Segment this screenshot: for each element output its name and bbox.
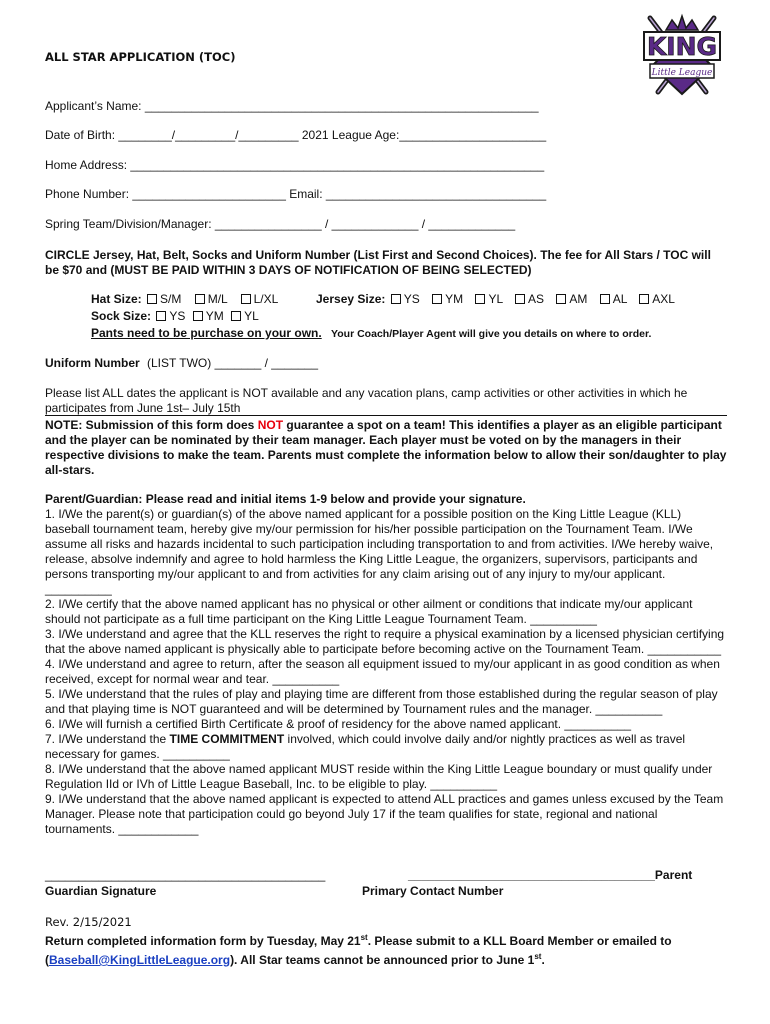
checkbox[interactable] (639, 294, 649, 304)
phone-email-field[interactable]: Phone Number: _______________________ Email: _________________________________ (45, 187, 547, 201)
checkbox[interactable] (156, 311, 166, 321)
jersey-option: YL (488, 292, 503, 306)
team-division-manager-field[interactable]: Spring Team/Division/Manager: ________________ / _____________ / _____________ (45, 217, 516, 231)
hat-option: M/L (207, 292, 228, 306)
consent-item-9: 9. I/We understand that the above named applicant is expected to attend ALL practices and games unless excused by the Team Manager. Please note that participation could go beyond July 17 if the team qualifies for state, regional and national tournaments. ____________ (45, 792, 724, 836)
checkbox[interactable] (556, 294, 566, 304)
consent-item-3: 3. I/We understand and agree that the KLL reserves the right to require a physical examination by a licensed physician certifying that the above named applicant is physically able to participate before becoming active on the Tournament Team. ___________ (45, 627, 725, 656)
page-title: ALL STAR APPLICATION (TOC) (45, 50, 236, 64)
pants-note: Pants need to be purchase on your own. (91, 326, 322, 340)
note-not: NOT (257, 418, 284, 432)
guardian-signature-line[interactable]: __________________________________________ (45, 868, 326, 882)
footer-text: . (541, 953, 545, 967)
parent-guardian-heading: Parent/Guardian: Please read and initial items 1-9 below and provide your signature. (45, 492, 526, 506)
pants-row (91, 326, 651, 340)
hat-size-row (91, 292, 278, 306)
guardian-signature-label: Guardian Signature (45, 884, 157, 898)
sock-option: YL (244, 309, 259, 323)
checkbox[interactable] (195, 294, 205, 304)
footer-text: ( (45, 953, 49, 967)
revision-date: Rev. 2/15/2021 (45, 915, 132, 929)
checkbox[interactable] (515, 294, 525, 304)
consent-item-8: 8. I/We understand that the above named applicant MUST reside within the King Little League boundary or must qualify under Regulation IId or IVh of Little League Baseball, Inc. to be eligible to play. __________ (45, 762, 713, 791)
superscript: st (534, 952, 542, 961)
checkbox[interactable] (193, 311, 203, 321)
jersey-option: AM (569, 292, 588, 306)
hat-size-label: Hat Size: (91, 292, 142, 306)
checkbox[interactable] (600, 294, 610, 304)
checkbox[interactable] (432, 294, 442, 304)
consent-item-6: 6. I/We will furnish a certified Birth Certificate & proof of residency for the above named applicant. __________ (45, 717, 632, 731)
jersey-option: YM (445, 292, 464, 306)
logo-sub-text: Little League (651, 68, 713, 78)
hat-option: L/XL (253, 292, 279, 306)
note-suffix: guarantee a spot on a team! This identifies a player as an eligible participant and the player can be nominated by their team manager. Each player must be voted on by the managers in their respective divisions to make the team. Parents must complete the information below to allow their son/daughter to play all-stars. (45, 418, 727, 477)
consent-item-4: 4. I/We understand and agree to return, after the season all equipment issued to my/our applicant in as good condition as when received, except for normal wear and tear. __________ (45, 657, 720, 686)
logo-main-text: KING (646, 32, 718, 61)
checkbox[interactable] (241, 294, 251, 304)
email-link[interactable]: Baseball@KingLittleLeague.org (49, 953, 231, 967)
superscript: st (360, 933, 368, 942)
jersey-size-row (316, 292, 675, 306)
time-commitment: TIME COMMITMENT (169, 732, 285, 746)
uniform-number-blanks: (LIST TWO) _______ / _______ (147, 356, 319, 370)
uniform-number-row[interactable] (45, 356, 318, 370)
sock-option: YS (169, 309, 186, 323)
sock-size-label: Sock Size: (91, 309, 152, 323)
applicant-name-field[interactable]: Applicant’s Name: ___________________________________________________________ (45, 99, 539, 113)
sock-option: YM (205, 309, 224, 323)
footer-text: Return completed information form by Tuesday, May 21 (45, 934, 361, 948)
king-little-league-logo (636, 8, 728, 100)
checkbox[interactable] (475, 294, 485, 304)
checkbox[interactable] (147, 294, 157, 304)
checkbox[interactable] (391, 294, 401, 304)
footer-text: . Please submit to a KLL Board Member or emailed to (367, 934, 672, 948)
circle-instructions: CIRCLE Jersey, Hat, Belt, Socks and Uniform Number (List First and Second Choices). The fee for All Stars / TOC will be $70 and (MUST BE PAID WITHIN 3 DAYS OF NOTIFICATION OF BEING SELECTED) (45, 248, 711, 277)
availability-note: Please list ALL dates the applicant is NOT available and any vacation plans, camp activities or other activities in which he participates from June 1st– July 15th (45, 386, 688, 415)
item7-prefix: 7. I/We understand the (45, 732, 170, 746)
note-prefix: NOTE: Submission of this form does (45, 418, 258, 432)
jersey-option: AXL (652, 292, 675, 306)
item7-suffix: involved, which could involve daily and/or nightly practices as well as travel necessary for games. __________ (45, 732, 686, 761)
consent-item-5: 5. I/We understand that the rules of play and playing time are different from those established during the regular season of play and that playing time is NOT guaranteed and will be determined by Tournament rules and the manager. __________ (45, 687, 718, 716)
consent-items (45, 507, 727, 837)
date-of-birth-field[interactable]: Date of Birth: ________/_________/_________ 2021 League Age:______________________ (45, 128, 547, 142)
submission-note (45, 418, 727, 478)
consent-item-1: 1. I/We the parent(s) or guardian(s) of the above named applicant for a possible position on the King Little League (KLL) baseball tournament team, hereby give my/our permission for his/her possible participation on the Tournament Team. I/We assume all risks and hazards incidental to such participation including transportation to and from activities. I/We hereby waive, release, absolve indemnify and agree to hold harmless the King Little League, the organizers, supervisors, participants and persons transporting my/our applicant to and from activities for any claim arising out of any injury to my/our applicant. __________ (45, 507, 714, 596)
jersey-option: AS (528, 292, 545, 306)
home-address-field[interactable]: Home Address: ______________________________________________________________ (45, 158, 545, 172)
primary-contact-line[interactable]: _____________________________________Parent (408, 868, 693, 882)
primary-contact-label: Primary Contact Number (362, 884, 504, 898)
checkbox[interactable] (231, 311, 241, 321)
jersey-option: YS (403, 292, 420, 306)
hat-option: S/M (160, 292, 182, 306)
jersey-size-label: Jersey Size: (316, 292, 386, 306)
footer-text: ). All Star teams cannot be announced prior to June 1 (230, 953, 535, 967)
footer-instructions (45, 930, 735, 968)
uniform-number-label: Uniform Number (45, 356, 140, 370)
divider (45, 415, 727, 416)
consent-item-2: 2. I/We certify that the above named applicant has no physical or other ailment or conditions that indicate my/our applicant should not participate as a full time participant on the King Little League Tournament Team. __________ (45, 597, 693, 626)
consent-item-7 (45, 732, 727, 762)
sock-size-row (91, 309, 259, 323)
jersey-option: AL (612, 292, 627, 306)
coach-note: Your Coach/Player Agent will give you details on where to order. (331, 328, 652, 340)
